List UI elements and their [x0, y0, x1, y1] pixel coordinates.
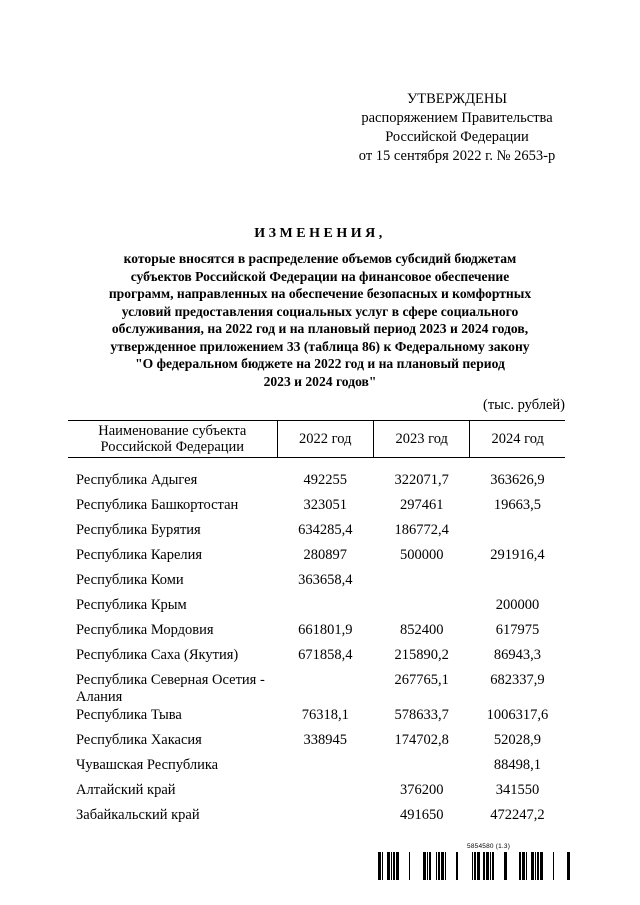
document-subtitle [60, 250, 580, 390]
value-2024: 341550 [495, 782, 540, 798]
value-2024: 52028,9 [493, 732, 542, 748]
table-row [68, 671, 565, 706]
value-2024 [470, 571, 565, 596]
value-2023: 578633,7 [394, 707, 449, 723]
value-2022: 661801,9 [298, 622, 353, 638]
region-name: Республика Северная Осетия - Алания [76, 672, 265, 705]
table-row [68, 781, 565, 806]
table-row [68, 596, 565, 621]
region-name: Республика Адыгея [76, 472, 198, 488]
header-2022: 2022 год [277, 421, 373, 458]
value-2023: 322071,7 [394, 472, 449, 488]
table-header-row [68, 421, 565, 458]
subtitle-line: обслуживания, на 2022 год и на плановый период 2023 и 2024 годов, [111, 321, 529, 336]
table-row [68, 756, 565, 781]
value-2023: 267765,1 [394, 672, 449, 688]
value-2023 [373, 571, 469, 596]
region-name: Республика Карелия [76, 547, 203, 563]
value-2022 [277, 781, 373, 806]
value-2023: 186772,4 [394, 522, 449, 538]
value-2023: 852400 [399, 622, 444, 638]
subtitle-line: 2023 и 2024 годов" [263, 373, 377, 389]
header-2023: 2023 год [373, 421, 469, 458]
value-2024: 291916,4 [490, 547, 545, 563]
value-2023: 491650 [399, 807, 444, 823]
table-row [68, 706, 565, 731]
region-name: Республика Бурятия [76, 522, 201, 538]
value-2024: 617975 [495, 622, 540, 638]
table-row [68, 731, 565, 756]
approval-line: Российской Федерации [385, 129, 529, 145]
header-2024: 2024 год [470, 421, 565, 458]
region-name: Алтайский край [76, 782, 176, 798]
value-2024: 682337,9 [490, 672, 545, 688]
region-name: Республика Коми [76, 572, 184, 588]
table-row [68, 806, 565, 831]
table-row [68, 521, 565, 546]
value-2022: 338945 [303, 732, 348, 748]
value-2024: 88498,1 [493, 757, 542, 773]
value-2022: 634285,4 [298, 522, 353, 538]
value-2024: 200000 [495, 597, 540, 613]
value-2022: 76318,1 [301, 707, 349, 723]
value-2023 [373, 756, 469, 781]
value-2024: 1006317,6 [486, 707, 549, 723]
value-2022: 280897 [303, 547, 348, 563]
subtitle-line: субъектов Российской Федерации на финансовое обеспечение [130, 268, 510, 284]
value-2023: 174702,8 [394, 732, 449, 748]
region-name: Республика Башкортостан [76, 497, 239, 513]
value-2022 [277, 806, 373, 831]
table-row [68, 471, 565, 496]
region-name: Республика Тыва [76, 707, 182, 723]
value-2024: 86943,3 [493, 647, 542, 663]
subsidy-table [68, 420, 565, 831]
subtitle-line: условий предоставления социальных услуг в сфере социального [121, 303, 519, 319]
subtitle-line: утвержденное приложением 33 (таблица 86) к Федеральному закону [110, 338, 530, 354]
header-region-name: Наименование субъекта Российской Федерации [68, 421, 277, 458]
barcode-icon [378, 852, 570, 880]
value-2024: 19663,5 [493, 497, 542, 513]
barcode-label: 5854580 (1.3) [467, 843, 511, 850]
units-label: (тыс. рублей) [483, 397, 565, 413]
subtitle-line: программ, направленных на обеспечение безопасных и комфортных [108, 286, 532, 301]
value-2023: 215890,2 [394, 647, 449, 663]
approval-date: от 15 сентября 2022 г. № 2653-р [358, 148, 556, 164]
value-2022 [277, 671, 373, 706]
subtitle-line: которые вносятся в распределение объемов субсидий бюджетам [123, 251, 517, 266]
region-name: Республика Хакасия [76, 732, 202, 748]
value-2024: 363626,9 [490, 472, 545, 488]
value-2023: 376200 [399, 782, 444, 798]
table-row [68, 571, 565, 596]
value-2024 [470, 521, 565, 546]
table-row [68, 621, 565, 646]
region-name: Республика Крым [76, 597, 187, 613]
value-2022: 492255 [303, 472, 348, 488]
table-row [68, 496, 565, 521]
region-name: Республика Саха (Якутия) [76, 647, 239, 663]
subtitle-line: "О федеральном бюджете на 2022 год и на плановый период [135, 356, 505, 371]
approval-block [332, 90, 582, 166]
region-name: Чувашская Республика [76, 757, 219, 773]
region-name: Забайкальский край [76, 807, 200, 823]
value-2023: 297461 [399, 497, 444, 513]
value-2022 [277, 756, 373, 781]
value-2023 [373, 596, 469, 621]
value-2022: 363658,4 [298, 572, 353, 588]
approval-line: распоряжением Правительства [361, 110, 553, 126]
value-2024: 472247,2 [490, 807, 545, 823]
approval-title: УТВЕРЖДЕНЫ [406, 91, 508, 107]
table-row [68, 546, 565, 571]
value-2022: 323051 [303, 497, 348, 513]
value-2023: 500000 [399, 547, 444, 563]
region-name: Республика Мордовия [76, 622, 214, 638]
value-2022: 671858,4 [298, 647, 353, 663]
table-row [68, 646, 565, 671]
document-heading: ИЗМЕНЕНИЯ, [254, 226, 386, 241]
value-2022 [277, 596, 373, 621]
